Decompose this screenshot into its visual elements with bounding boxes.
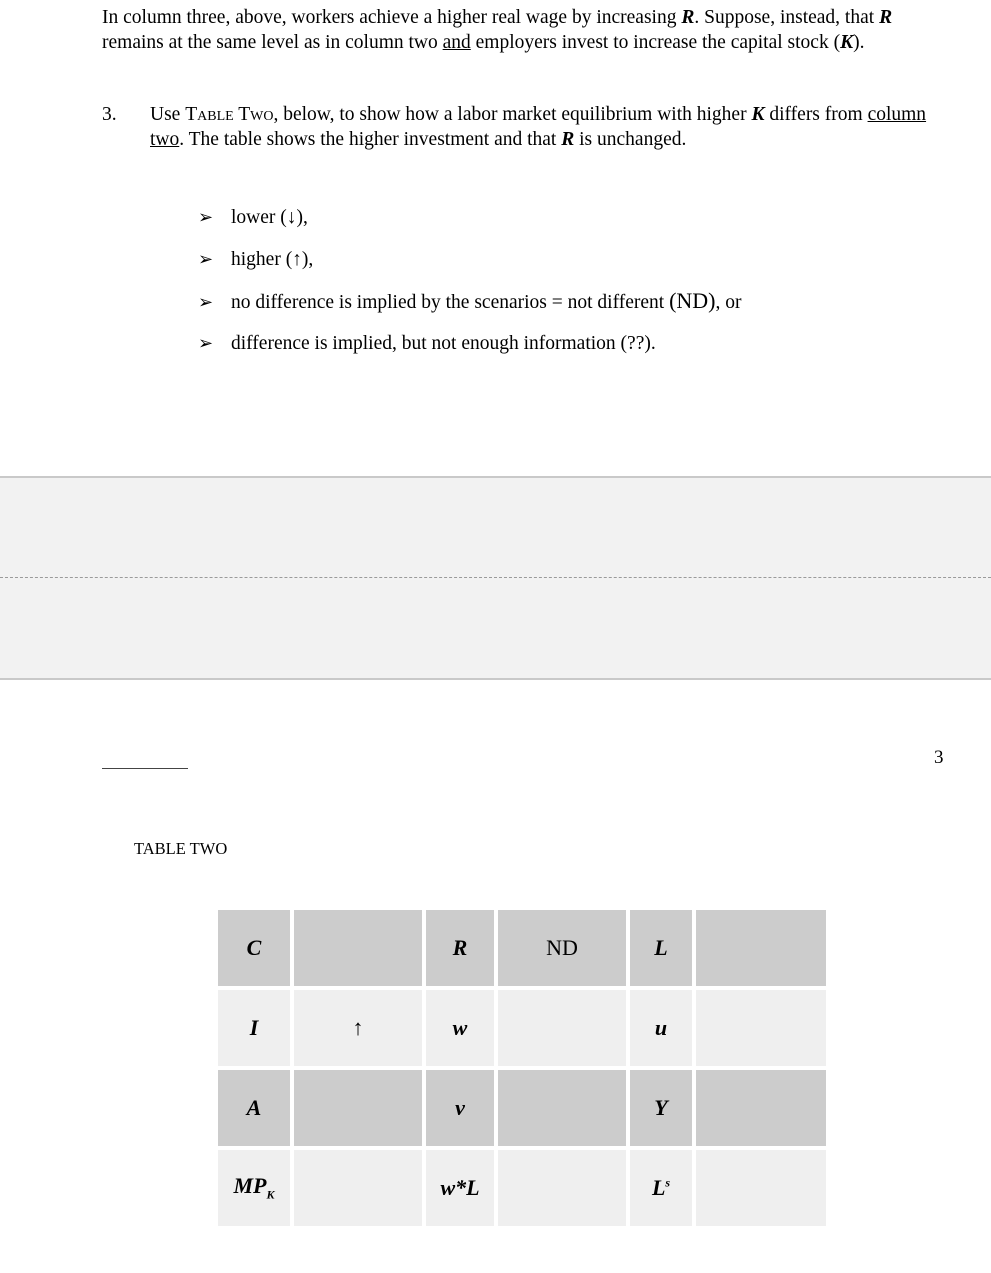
answer-cell-Y[interactable]	[696, 1070, 826, 1146]
cell-var-Ls: $L^s$	[630, 1150, 692, 1226]
option-higher: ➢ higher (↑),	[198, 243, 742, 285]
cell-var-w: w	[426, 990, 494, 1066]
table-row	[218, 1070, 826, 1146]
page-break-divider	[0, 577, 991, 578]
arrow-bullet-icon: ➢	[198, 207, 214, 227]
answer-cell-wL[interactable]	[498, 1150, 626, 1226]
table-title: TABLE TWO	[134, 839, 228, 858]
option-not-enough-info: ➢ difference is implied, but not enough information (??).	[198, 327, 742, 369]
answer-cell-MPK[interactable]	[294, 1150, 422, 1226]
answer-cell-Ls[interactable]	[696, 1150, 826, 1226]
question-number: 3.	[102, 104, 117, 125]
question-text: Use Table Two, below, to show how a labor market equilibrium with higher K differs from column two. The table shows the higher investment and that R is unchanged.	[150, 104, 927, 150]
cell-var-wL: w*L	[426, 1150, 494, 1226]
answer-cell-R[interactable]: ND	[498, 910, 626, 986]
arrow-bullet-icon: ➢	[198, 333, 214, 353]
answer-cell-v[interactable]	[498, 1070, 626, 1146]
page-break-band	[0, 476, 991, 680]
cell-var-u: u	[630, 990, 692, 1066]
answer-cell-w[interactable]	[498, 990, 626, 1066]
cell-var-I: I	[218, 990, 290, 1066]
answer-cell-I[interactable]: ↑	[294, 990, 422, 1066]
cell-var-v: v	[426, 1070, 494, 1146]
answer-cell-A[interactable]	[294, 1070, 422, 1146]
answer-cell-u[interactable]	[696, 990, 826, 1066]
answer-cell-L[interactable]	[696, 910, 826, 986]
table-two	[214, 906, 830, 1230]
table-row	[218, 1150, 826, 1226]
arrow-bullet-icon: ➢	[198, 292, 214, 312]
answer-cell-C[interactable]	[294, 910, 422, 986]
intro-paragraph: In column three, above, workers achieve a higher real wage by increasing R. Suppose, instead, that R remains at the same level as in column two and employers invest to increase the capital stock (K).	[102, 7, 893, 53]
footnote-rule	[102, 768, 188, 769]
cell-var-MPK: $MP_K$	[218, 1150, 290, 1226]
option-lower: ➢ lower (↓),	[198, 201, 742, 243]
page-number: 3	[934, 747, 944, 768]
cell-var-Y: Y	[630, 1070, 692, 1146]
cell-var-R: R	[426, 910, 494, 986]
answer-options	[198, 201, 742, 369]
cell-var-A: A	[218, 1070, 290, 1146]
table-row	[218, 910, 826, 986]
arrow-bullet-icon: ➢	[198, 249, 214, 269]
table-row	[218, 990, 826, 1066]
cell-var-C: C	[218, 910, 290, 986]
option-no-difference: ➢ no difference is implied by the scenarios = not different (ND), or	[198, 285, 742, 327]
cell-var-L: L	[630, 910, 692, 986]
